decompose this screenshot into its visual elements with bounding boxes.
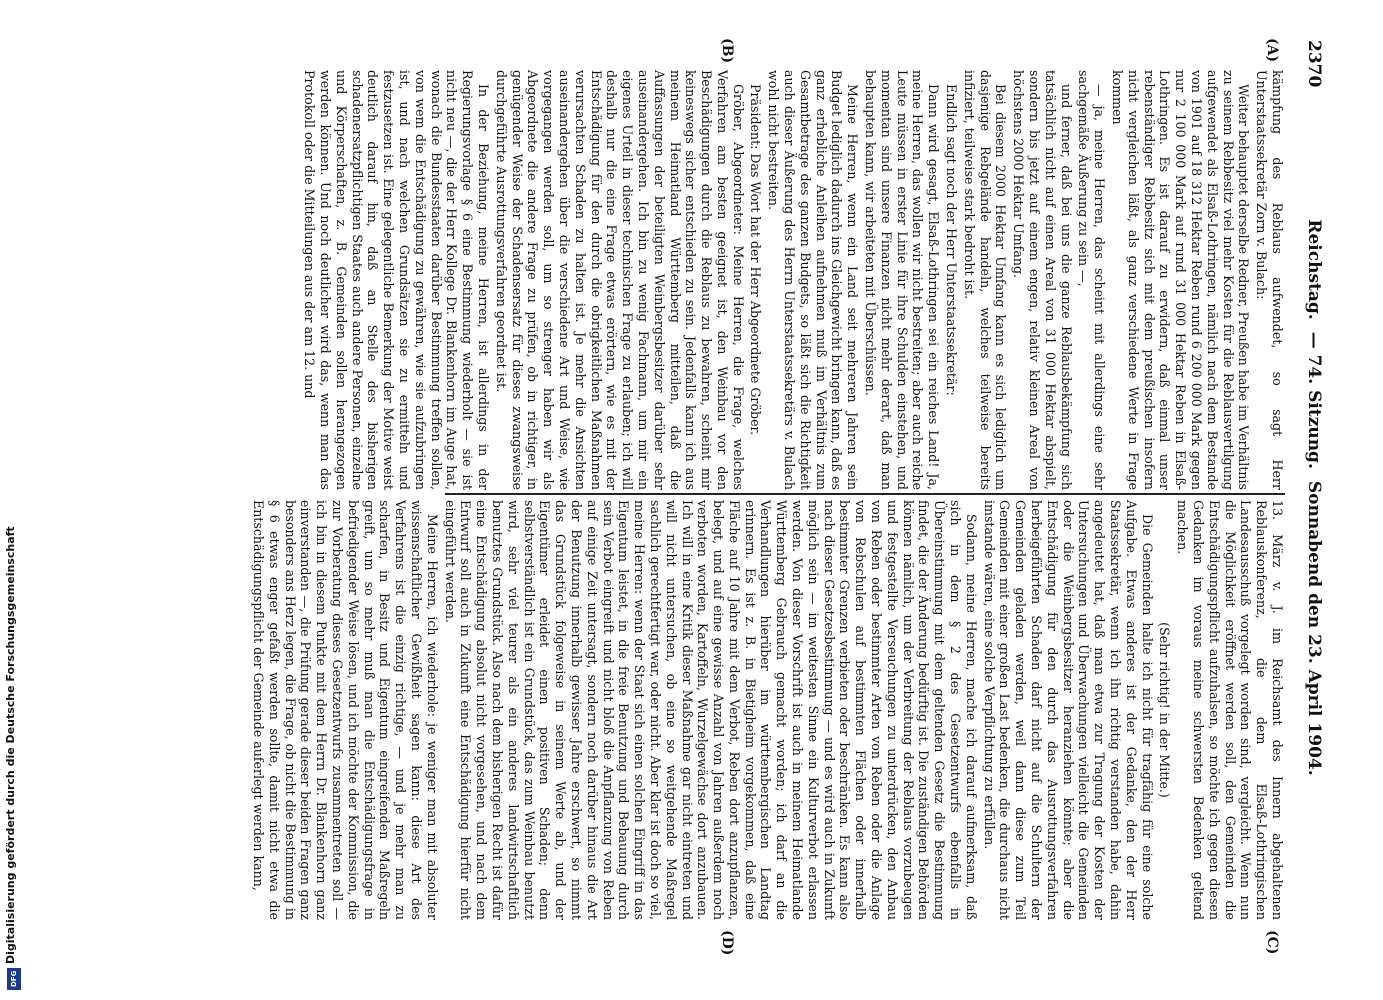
digitization-credit	[4, 392, 22, 992]
paragraph: Meine Herren, wenn ein Land seit mehreren Jahren sein Budget lediglich dadurch ins Gleichgewicht bringen kann, daß es ganz erhebliche Anleihen aufnehmen muß im Verhältnis zum Gesamtbetrage des ganzen Budgets, so läßt sich die Richtigkeit auch dieser Äußerung des Herrn Unterstaatssekretärs v. Bulach wohl nicht bestreiten.	[766, 70, 861, 490]
rotated-document-page	[0, 30, 1340, 965]
paragraph: Meine Herren, ich wiederhole: je weniger man mit absoluter wissenschaftlicher Gewißheit sagen kann: diese Art des Verfahrens ist die einzig richtige, — und je mehr man zu scharfen, in Besitz und Eigentum eingreifenden Maßregeln greift, um so mehr muß man die Entschädigungsfrage in befriedigender Weise lösen, und ich möchte der Kommission, die zur Vorberatung dieses Gesetzentwurfs zusammentreten soll — ich bin in diesem Punkte mit dem Herrn Dr. Blankenhorn ganz einverstanden —, die Prüfung gerade dieser beiden Fragen ganz besonders ans Herz legen, die Frage, ob nicht die Bestimmung in § 6 etwas enger gefaßt werden sollte, damit nicht etwa die Entschädigungspflicht der Gemeinde auferlegt werden kann,	[251, 500, 440, 920]
page-number: 2370	[1304, 40, 1324, 88]
paragraph: Sodann, meine Herren, mache ich darauf aufmerksam, daß sich in dem § 2 des Gesetzentwurfs ebenfalls in Übereinstimmung mit dem geltenden Gesetz die Bestimmung findet, die der Änderung bedürftig ist. Die zuständigen Behörden können nämlich, um der Verbreitung der Reblaus vorzubeugen und festgestellte Verseuchungen zu unterdrücken, den Anbau von Reben oder bestimmter Arten von Reben oder die Anlage von Rebschulen auf bestimmten Flächen oder innerhalb bestimmter Grenzen verbieten oder beschränken. Es kann also nach dieser Gesetzesbestimmung — und es wird auch in Zukunft möglich sein — im weitesten Sinne ein Kulturverbot erlassen werden. Von dieser Vorschrift ist auch in meinem Heimatlande Württemberg Gebrauch gemacht worden; ich darf an die Verhandlungen hierüber im württembergischen Landtag erinnern. Es ist z. B. in Bietigheim vorgekommen, daß eine Fläche auf 10 Jahre mit dem Verbot, Reben dort anzupflanzen, belegt, und auf eine gewisse Anzahl von Jahren außerdem noch verboten worden, Kartoffeln, Wurzelgewächse dort anzubauen. Ich will in eine Kritik dieser Maßnahme gar nicht eintreten und will nicht untersuchen, ob eine so weitgehende Maßregel sachlich gerechtfertigt war, oder nicht. Aber klar ist doch so viel, meine Herren: wenn der Staat sich einen solchen Eingriff in das Eigentum leistet, in die freie Benutzung und Bebauung durch sein Verbot eingreift und nicht bloß die Anpflanzung von Reben auf einige Zeit untersagt, sondern noch darüber hinaus die Art der Benutzung innerhalb gewisser Jahre erschwert, so nimmt das Grundstück folgeweise in seinem Werte ab, und der Eigentümer erleidet einen positiven Schaden; denn selbstverständlich ist ein Grundstück, das zum Weinbau benutzt wird, sehr viel teurer als ein anderes landwirtschaftlich benutztes Grundstück. Also nach dem bisherigen Recht ist dafür eine Entschädigung absolut nicht vorgesehen, und nach dem Entwurf soll auch in Zukunft eine Entschädigung hierfür nicht eingeführt werden.	[442, 500, 979, 920]
title-session: — 74. Sitzung.	[1304, 331, 1324, 469]
dfg-logo: DFG	[7, 968, 21, 990]
column-divider	[445, 493, 1285, 495]
margin-letter-d: (D)	[719, 930, 735, 956]
paragraph: Bei diesem 2000 Hektar Umfang kann es sich lediglich um dasjenige Rebgelände handeln, welches teilweise bereits infiziert, teilweise stark bedroht ist.	[961, 70, 1009, 490]
page-header	[1292, 40, 1332, 955]
paragraph: 13. März v. J. im Reichsamt des Innern abgehaltenen Reblauskonferenz, die dem Elsaß-Lothringischen Landesausschuß vorgelegt worden sind, vergleicht. Wenn nun die Möglichkeit eröffnet werden soll, den Gemeinden die Entschädigungspflicht aufzuhalsen, so möchte ich gegen diesen Gedanken im voraus meine schwersten Bedenken geltend machen.	[1175, 500, 1285, 920]
margin-letter-a: (A)	[1264, 38, 1280, 63]
title-date: Sonnabend den 23. April 1904.	[1304, 480, 1324, 776]
paragraph: In der Beziehung, meine Herren, ist allerdings in der Regierungsvorlage § 6 eine Bestimmung wiederholt — sie ist nicht neu —, die der Herr Kollege Dr. Blankenhorn im Auge hat, wonach die Bundesstaaten darüber Bestimmung treffen sollen, von wem die Entschädigung zu gewähren, wie sie aufzubringen ist, und nach welchen Grundsätzen sie zu ermitteln und festzusetzen ist. Eine gelegentliche Bemerkung der Motive weist deutlich darauf hin, daß an Stelle des bisherigen schadenersatzpflichtigen Staates auch andere Personen, einzelne und Körperschaften, z. B. Gemeinden sollen herangezogen werden können. Und noch deutlicher wird das, wenn man das Protokoll oder die Mitteilungen aus der am 12. und	[302, 70, 491, 490]
margin-letter-b: (B)	[719, 38, 735, 64]
paragraph: und ferner, daß bei uns die ganze Reblausbekämpfung sich tatsächlich nicht auf einen Areal von 31 000 Hektar abspielt, sondern bis jetzt auf einem engen, relativ kleinen Areal von höchstens 2000 Hektar Umfang.	[1011, 70, 1074, 490]
margin-letter-c: (C)	[1264, 930, 1280, 955]
page-title	[1304, 40, 1324, 955]
paragraph-speaker: Gröber, Abgeordneter: Meine Herren, die Frage, welches Verfahren am besten geeignet ist, den Weinbau vor den Beschädigungen durch die Reblaus zu bewahren, scheint mir keineswegs sicher entschieden zu sein. Jedenfalls kann ich aus meinem Heimatland Württemberg mitteilen, daß die Auffassungen der beteiligten Weinbergsbesitzer darüber sehr auseinandergehen. Ich bin zu wenig Fachmann, um mir ein eigenes Urteil in dieser technischen Frage zu erlauben; ich will deshalb nur die eine Frage etwas erörtern, wie es mit der Entschädigung für den durch die obrigkeitlichen Maßnahmen verursachten Schaden zu halten ist. Je mehr die Ansichten auseinandergehen über die verschiedene Art und Weise, wie vorgegangen werden soll, um so strenger haben wir als Abgeordnete die andere Frage zu prüfen, ob in richtiger, in genügender Weise der Schadensersatz für dieses zwangsweise durchgeführte Ausrottungsverfahren geordnet ist.	[493, 70, 746, 490]
credit-text: Digitalisierung gefördert durch die Deutsche Forschungsgemeinschaft	[4, 526, 17, 964]
paragraph: Endlich sagt noch der Herr Unterstaatssekretär:	[944, 84, 960, 396]
title-left: Reichstag.	[1304, 219, 1324, 320]
right-column	[251, 500, 1285, 920]
paragraph: Dann wird gesagt, Elsaß-Lothringen sei ein reiches Land! Ja, meine Herren, das wollen wir nicht bestreiten; aber auch reiche Leute müssen in erster Linie für ihre Schulden einstehen, und momentan sind unsere Finanzen nicht mehr derart, daß man behaupten kann, wir arbeiteten mit Überschüssen.	[863, 70, 942, 490]
paragraph: kämpfung des Reblaus aufwendet, so sagt Herr Unterstaatssekretär Zorn v. Bulach:	[1254, 70, 1285, 490]
left-column	[302, 70, 1285, 490]
interjection: (Sehr richtig! in der Mitte.)	[1157, 622, 1173, 798]
paragraph: — ja, meine Herren, das scheint mit allerdings eine sehr sachgemäße Äußerung zu sein —,	[1076, 70, 1108, 490]
paragraph: Die Gemeinden halte ich nicht für tragfähig für eine solche Aufgabe. Etwas anderes ist der Gedanke, den der Herr Staatssekretär, wenn ich ihn richtig verstanden habe, dahin angedeutet hat, daß man etwa zur Tragung der Kosten der Untersuchungen und Überwachungen vielleicht die Gemeinden oder die Weinbergsbesitzer heranziehen könnte; aber die Entschädigung für den durch das Ausrottungsverfahren herbeigeführten Schaden darf nicht auf die Schultern der Gemeinden geladen werden, weil dann diese zum Teil Gemeinden mit einer großen Last bedenken, die durchaus nicht imstande wären, eine solche Verpflichtung zu erfüllen.	[981, 500, 1155, 920]
paragraph: Weiter behauptet derselbe Redner, Preußen habe im Verhältnis zu seinem Rebbesitz viel mehr Kosten für die Reblausvertilgung aufgewendet als Elsaß-Lothringen, nämlich nach dem Bestande von 1901 auf 18 312 Hektar Reben rund 6 200 000 Mark gegen nur 2 100 000 Mark auf rund 31 000 Hektar Reben in Elsaß-Lothringen. Es ist darauf zu erwidern, daß einmal unser rebenständiger Rebbesitz sich mit dem preußischen insofern nicht vergleichen läßt, als ganz verschiedene Werte in Frage kommen	[1110, 70, 1252, 490]
paragraph-president: Präsident: Das Wort hat der Herr Abgeordnete Gröber.	[748, 84, 764, 436]
